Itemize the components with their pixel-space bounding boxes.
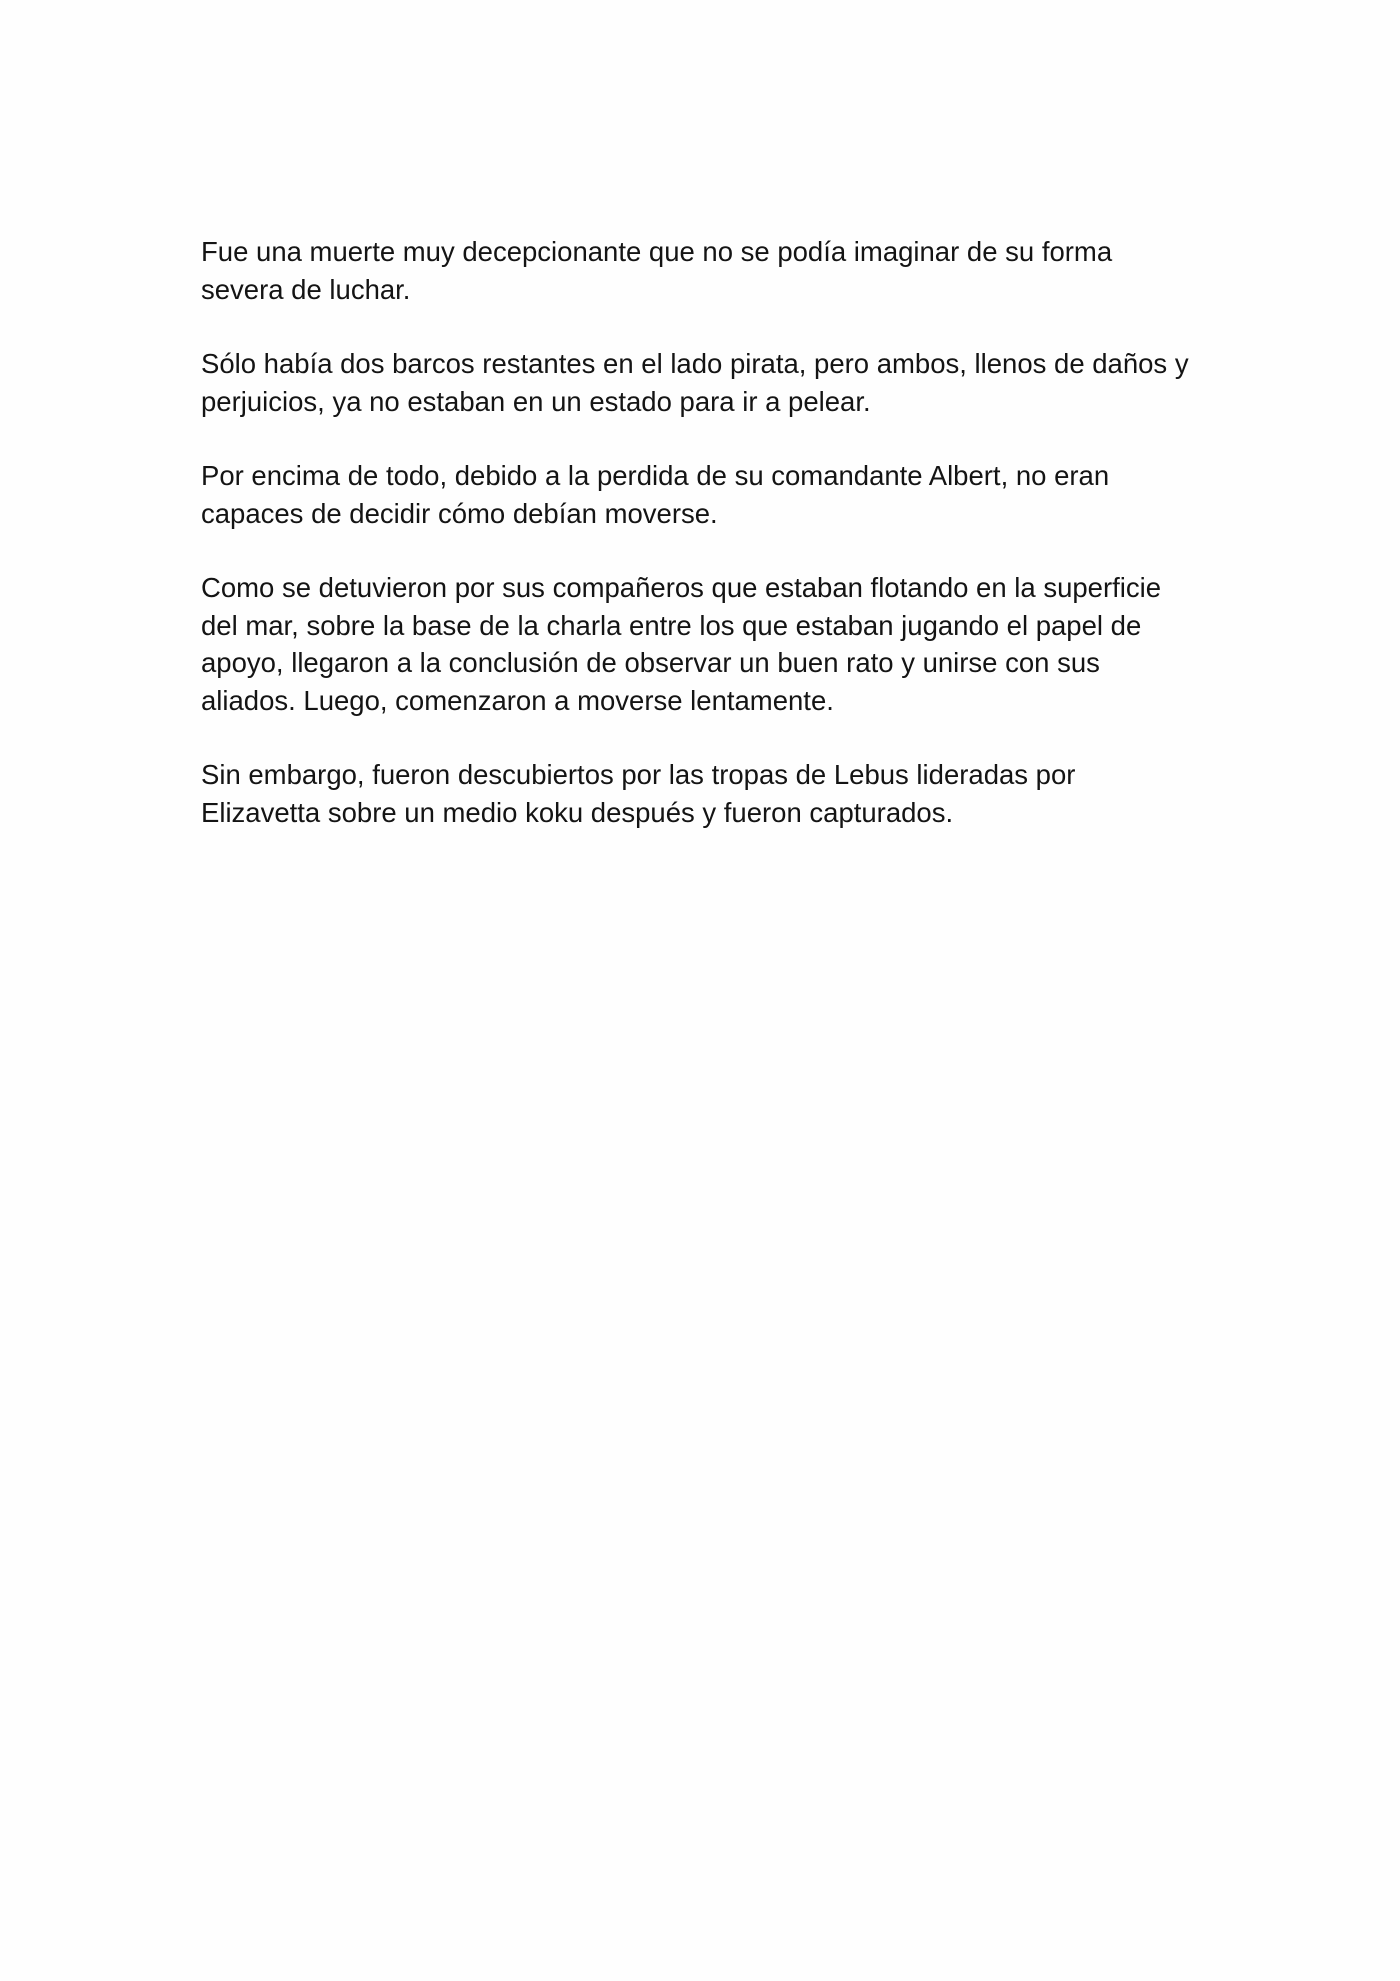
text-line: Fue una muerte muy decepcionante que no se podía imaginar de su forma <box>201 236 1113 267</box>
text-line: del mar, sobre la base de la charla entre los que estaban jugando el papel de <box>201 609 1142 641</box>
text-line: Sólo había dos barcos restantes en el lado pirata, pero ambos, llenos de daños y <box>201 348 1189 379</box>
text-line: Sin embargo, fueron descubiertos por las tropas de Lebus lideradas por <box>201 759 1076 790</box>
document-body <box>201 233 1201 868</box>
paragraph-1 <box>201 233 1201 308</box>
paragraph-2 <box>201 345 1201 420</box>
text-line: perjuicios, ya no estaban en un estado para ir a pelear. <box>201 385 871 417</box>
text-line: Por encima de todo, debido a la perdida de su comandante Albert, no eran <box>201 460 1110 491</box>
paragraph-4 <box>201 569 1201 719</box>
paragraph-5 <box>201 756 1201 831</box>
text-line: Como se detuvieron por sus compañeros que estaban flotando en la superficie <box>201 572 1162 603</box>
paragraph-3 <box>201 457 1201 532</box>
text-line: apoyo, llegaron a la conclusión de observar un buen rato y unirse con sus <box>201 647 1100 678</box>
text-line: aliados. Luego, comenzaron a moverse lentamente. <box>201 684 834 716</box>
text-line: Elizavetta sobre un medio koku después y fueron capturados. <box>201 796 954 828</box>
text-line: capaces de decidir cómo debían moverse. <box>201 497 718 529</box>
text-line: severa de luchar. <box>201 273 411 305</box>
